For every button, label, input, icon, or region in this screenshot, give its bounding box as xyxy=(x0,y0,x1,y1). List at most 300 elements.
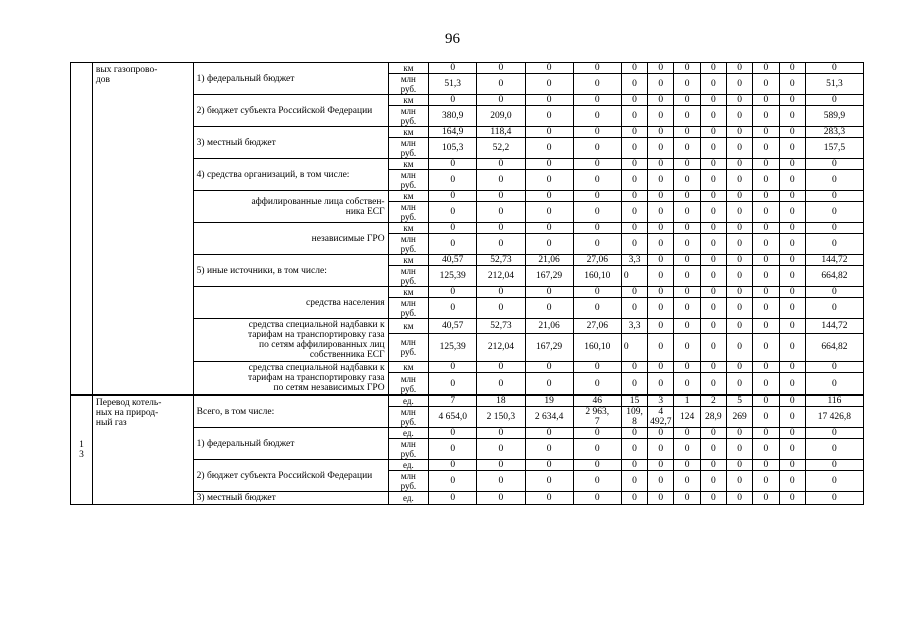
value-cell: 0 xyxy=(621,74,647,95)
value-cell: 0 xyxy=(779,492,805,505)
value-cell: 0 xyxy=(753,234,779,255)
value-cell: 0 xyxy=(525,95,573,106)
value-cell: 0 xyxy=(648,460,674,471)
value-cell: 212,04 xyxy=(477,266,525,287)
value-cell: 0 xyxy=(648,319,674,334)
value-cell: 0 xyxy=(621,471,647,492)
value-cell: 0 xyxy=(727,255,753,266)
value-cell: 0 xyxy=(700,287,726,298)
value-cell: 0 xyxy=(648,63,674,74)
value-cell: 52,73 xyxy=(477,319,525,334)
value-cell: 0 xyxy=(477,234,525,255)
unit-label: ед. xyxy=(388,492,429,505)
value-cell: 0 xyxy=(753,428,779,439)
value-cell: 124 xyxy=(674,407,700,428)
value-cell: 0 xyxy=(648,492,674,505)
unit-label: млн руб. xyxy=(388,74,429,95)
value-cell: 0 xyxy=(779,373,805,395)
value-cell: 27,06 xyxy=(573,255,621,266)
value-cell: 0 xyxy=(753,159,779,170)
value-cell: 0 xyxy=(674,202,700,223)
value-cell: 0 xyxy=(753,255,779,266)
value-cell: 0 xyxy=(779,138,805,159)
value-cell: 0 xyxy=(674,333,700,361)
value-cell: 0 xyxy=(674,234,700,255)
value-cell: 0 xyxy=(621,202,647,223)
value-cell: 0 xyxy=(753,471,779,492)
value-cell: 0 xyxy=(477,191,525,202)
value-cell: 0 xyxy=(805,287,863,298)
value-cell: 0 xyxy=(779,255,805,266)
unit-label: млн руб. xyxy=(388,106,429,127)
value-cell: 0 xyxy=(727,266,753,287)
value-cell: 0 xyxy=(700,127,726,138)
value-cell: 0 xyxy=(674,362,700,373)
value-cell: 0 xyxy=(429,428,477,439)
unit-label: млн руб. xyxy=(388,373,429,395)
unit-label: км xyxy=(388,223,429,234)
value-cell: 0 xyxy=(429,373,477,395)
value-cell: 0 xyxy=(648,95,674,106)
value-cell: 0 xyxy=(727,287,753,298)
value-cell: 0 xyxy=(753,223,779,234)
value-cell: 0 xyxy=(525,362,573,373)
value-cell: 0 xyxy=(477,287,525,298)
value-cell: 0 xyxy=(700,298,726,319)
value-cell: 0 xyxy=(753,373,779,395)
value-cell: 0 xyxy=(621,373,647,395)
value-cell: 0 xyxy=(648,287,674,298)
value-cell: 21,06 xyxy=(525,319,573,334)
source-label: 1) федеральный бюджет xyxy=(193,428,388,460)
value-cell: 0 xyxy=(621,266,647,287)
value-cell: 0 xyxy=(648,298,674,319)
value-cell: 0 xyxy=(621,191,647,202)
value-cell: 0 xyxy=(477,373,525,395)
value-cell: 0 xyxy=(700,333,726,361)
value-cell: 167,29 xyxy=(525,333,573,361)
value-cell: 0 xyxy=(753,407,779,428)
value-cell: 0 xyxy=(700,362,726,373)
value-cell: 2 963, 7 xyxy=(573,407,621,428)
value-cell: 0 xyxy=(648,106,674,127)
value-cell: 0 xyxy=(779,333,805,361)
value-cell: 0 xyxy=(477,492,525,505)
value-cell: 2 150,3 xyxy=(477,407,525,428)
value-cell: 0 xyxy=(727,298,753,319)
value-cell: 0 xyxy=(700,319,726,334)
value-cell: 0 xyxy=(727,223,753,234)
value-cell: 0 xyxy=(477,428,525,439)
value-cell: 283,3 xyxy=(805,127,863,138)
unit-label: млн руб. xyxy=(388,407,429,428)
value-cell: 0 xyxy=(753,127,779,138)
value-cell: 0 xyxy=(573,287,621,298)
value-cell: 0 xyxy=(648,74,674,95)
value-cell: 0 xyxy=(779,439,805,460)
unit-label: км xyxy=(388,159,429,170)
value-cell: 0 xyxy=(477,159,525,170)
value-cell: 0 xyxy=(700,138,726,159)
value-cell: 0 xyxy=(727,492,753,505)
value-cell: 0 xyxy=(700,439,726,460)
value-cell: 0 xyxy=(429,63,477,74)
value-cell: 380,9 xyxy=(429,106,477,127)
value-cell: 0 xyxy=(621,460,647,471)
value-cell: 0 xyxy=(429,202,477,223)
value-cell: 0 xyxy=(621,138,647,159)
value-cell: 0 xyxy=(779,74,805,95)
value-cell: 589,9 xyxy=(805,106,863,127)
value-cell: 0 xyxy=(573,106,621,127)
value-cell: 0 xyxy=(621,170,647,191)
value-cell: 15 xyxy=(621,395,647,407)
value-cell: 0 xyxy=(700,106,726,127)
unit-label: млн руб. xyxy=(388,298,429,319)
source-label: 5) иные источники, в том числе: xyxy=(193,255,388,287)
value-cell: 40,57 xyxy=(429,319,477,334)
value-cell: 0 xyxy=(477,223,525,234)
prev-section-number xyxy=(71,63,93,396)
value-cell: 0 xyxy=(700,95,726,106)
value-cell: 0 xyxy=(674,428,700,439)
value-cell: 0 xyxy=(648,234,674,255)
value-cell: 0 xyxy=(727,333,753,361)
value-cell: 5 xyxy=(727,395,753,407)
source-label: средства населения xyxy=(193,287,388,319)
value-cell: 0 xyxy=(805,362,863,373)
unit-label: млн руб. xyxy=(388,234,429,255)
section-13-name: Перевод котель- ных на природ- ный газ xyxy=(92,395,193,505)
value-cell: 0 xyxy=(648,471,674,492)
value-cell: 0 xyxy=(429,362,477,373)
value-cell: 0 xyxy=(753,362,779,373)
value-cell: 0 xyxy=(477,471,525,492)
value-cell: 0 xyxy=(573,191,621,202)
unit-label: км xyxy=(388,255,429,266)
value-cell: 0 xyxy=(573,234,621,255)
value-cell: 0 xyxy=(477,74,525,95)
value-cell: 0 xyxy=(525,373,573,395)
value-cell: 0 xyxy=(753,492,779,505)
unit-label: ед. xyxy=(388,428,429,439)
value-cell: 0 xyxy=(753,106,779,127)
value-cell: 0 xyxy=(429,234,477,255)
value-cell: 0 xyxy=(779,395,805,407)
value-cell: 0 xyxy=(753,460,779,471)
unit-label: км xyxy=(388,319,429,334)
value-cell: 0 xyxy=(779,95,805,106)
value-cell: 0 xyxy=(674,460,700,471)
value-cell: 0 xyxy=(648,159,674,170)
table-row xyxy=(71,63,864,74)
value-cell: 0 xyxy=(700,234,726,255)
value-cell: 209,0 xyxy=(477,106,525,127)
value-cell: 0 xyxy=(805,428,863,439)
value-cell: 0 xyxy=(621,106,647,127)
value-cell: 0 xyxy=(674,138,700,159)
value-cell: 167,29 xyxy=(525,266,573,287)
value-cell: 212,04 xyxy=(477,333,525,361)
value-cell: 4 492,7 xyxy=(648,407,674,428)
value-cell: 0 xyxy=(621,362,647,373)
value-cell: 0 xyxy=(621,333,647,361)
value-cell: 0 xyxy=(429,191,477,202)
value-cell: 0 xyxy=(805,298,863,319)
value-cell: 0 xyxy=(573,74,621,95)
value-cell: 144,72 xyxy=(805,255,863,266)
value-cell: 4 654,0 xyxy=(429,407,477,428)
value-cell: 0 xyxy=(727,106,753,127)
unit-label: км xyxy=(388,287,429,298)
value-cell: 18 xyxy=(477,395,525,407)
value-cell: 0 xyxy=(674,287,700,298)
value-cell: 0 xyxy=(753,439,779,460)
value-cell: 0 xyxy=(573,439,621,460)
value-cell: 0 xyxy=(648,333,674,361)
value-cell: 51,3 xyxy=(805,74,863,95)
value-cell: 0 xyxy=(805,439,863,460)
value-cell: 0 xyxy=(753,266,779,287)
value-cell: 0 xyxy=(727,428,753,439)
value-cell: 0 xyxy=(727,439,753,460)
value-cell: 0 xyxy=(674,159,700,170)
value-cell: 0 xyxy=(525,202,573,223)
value-cell: 0 xyxy=(573,95,621,106)
value-cell: 0 xyxy=(648,202,674,223)
value-cell: 0 xyxy=(753,202,779,223)
value-cell: 0 xyxy=(525,460,573,471)
value-cell: 0 xyxy=(805,471,863,492)
value-cell: 0 xyxy=(727,202,753,223)
value-cell: 0 xyxy=(700,266,726,287)
value-cell: 0 xyxy=(525,439,573,460)
value-cell: 0 xyxy=(700,428,726,439)
value-cell: 0 xyxy=(477,95,525,106)
value-cell: 0 xyxy=(525,74,573,95)
value-cell: 0 xyxy=(674,191,700,202)
value-cell: 0 xyxy=(573,492,621,505)
value-cell: 28,9 xyxy=(700,407,726,428)
prev-section-name: вых газопрово- дов xyxy=(92,63,193,396)
value-cell: 0 xyxy=(477,170,525,191)
value-cell: 0 xyxy=(805,63,863,74)
section-13-number: 1 3 xyxy=(71,395,93,505)
value-cell: 0 xyxy=(573,428,621,439)
value-cell: 51,3 xyxy=(429,74,477,95)
value-cell: 0 xyxy=(674,63,700,74)
value-cell: 0 xyxy=(805,492,863,505)
value-cell: 0 xyxy=(477,202,525,223)
unit-label: км xyxy=(388,127,429,138)
value-cell: 0 xyxy=(700,460,726,471)
source-label: средства специальной надбавки к тарифам на транспортировку газа по сетям аффилированных лиц собственника ЕСГ xyxy=(193,319,388,362)
value-cell: 0 xyxy=(648,255,674,266)
value-cell: 0 xyxy=(700,202,726,223)
value-cell: 0 xyxy=(805,202,863,223)
value-cell: 0 xyxy=(753,95,779,106)
value-cell: 160,10 xyxy=(573,266,621,287)
value-cell: 0 xyxy=(753,191,779,202)
value-cell: 0 xyxy=(621,298,647,319)
value-cell: 0 xyxy=(805,373,863,395)
value-cell: 0 xyxy=(648,127,674,138)
value-cell: 0 xyxy=(525,191,573,202)
value-cell: 0 xyxy=(525,170,573,191)
value-cell: 116 xyxy=(805,395,863,407)
value-cell: 0 xyxy=(429,298,477,319)
value-cell: 0 xyxy=(674,170,700,191)
value-cell: 0 xyxy=(573,362,621,373)
value-cell: 0 xyxy=(779,127,805,138)
value-cell: 3 xyxy=(648,395,674,407)
value-cell: 0 xyxy=(573,170,621,191)
unit-label: млн руб. xyxy=(388,202,429,223)
unit-label: км xyxy=(388,95,429,106)
value-cell: 0 xyxy=(525,127,573,138)
value-cell: 0 xyxy=(700,492,726,505)
value-cell: 0 xyxy=(674,492,700,505)
value-cell: 0 xyxy=(805,460,863,471)
value-cell: 0 xyxy=(573,298,621,319)
value-cell: 3,3 xyxy=(621,319,647,334)
value-cell: 0 xyxy=(779,106,805,127)
source-label: 2) бюджет субъекта Российской Федерации xyxy=(193,460,388,492)
value-cell: 0 xyxy=(700,191,726,202)
value-cell: 0 xyxy=(674,95,700,106)
value-cell: 125,39 xyxy=(429,266,477,287)
value-cell: 0 xyxy=(779,63,805,74)
value-cell: 0 xyxy=(779,319,805,334)
value-cell: 0 xyxy=(648,138,674,159)
value-cell: 0 xyxy=(621,127,647,138)
value-cell: 0 xyxy=(429,223,477,234)
value-cell: 19 xyxy=(525,395,573,407)
value-cell: 0 xyxy=(525,106,573,127)
value-cell: 0 xyxy=(727,74,753,95)
value-cell: 2 634,4 xyxy=(525,407,573,428)
source-label: 3) местный бюджет xyxy=(193,492,388,505)
value-cell: 0 xyxy=(700,255,726,266)
unit-label: млн руб. xyxy=(388,138,429,159)
value-cell: 0 xyxy=(525,428,573,439)
value-cell: 0 xyxy=(525,298,573,319)
value-cell: 0 xyxy=(621,234,647,255)
value-cell: 0 xyxy=(525,138,573,159)
value-cell: 0 xyxy=(779,362,805,373)
value-cell: 157,5 xyxy=(805,138,863,159)
value-cell: 0 xyxy=(674,127,700,138)
source-label: аффилированные лица собствен- ника ЕСГ xyxy=(193,191,388,223)
unit-label: км xyxy=(388,63,429,74)
value-cell: 0 xyxy=(525,223,573,234)
value-cell: 0 xyxy=(429,471,477,492)
value-cell: 0 xyxy=(621,428,647,439)
value-cell: 0 xyxy=(674,373,700,395)
value-cell: 0 xyxy=(674,298,700,319)
value-cell: 0 xyxy=(477,298,525,319)
value-cell: 0 xyxy=(573,138,621,159)
table-row xyxy=(71,395,864,407)
value-cell: 0 xyxy=(753,63,779,74)
value-cell: 0 xyxy=(727,170,753,191)
value-cell: 0 xyxy=(805,95,863,106)
value-cell: 0 xyxy=(648,373,674,395)
value-cell: 0 xyxy=(674,266,700,287)
value-cell: 0 xyxy=(573,460,621,471)
value-cell: 0 xyxy=(621,159,647,170)
value-cell: 0 xyxy=(674,255,700,266)
value-cell: 0 xyxy=(779,287,805,298)
value-cell: 0 xyxy=(727,191,753,202)
value-cell: 0 xyxy=(621,63,647,74)
value-cell: 0 xyxy=(805,170,863,191)
value-cell: 0 xyxy=(648,170,674,191)
value-cell: 0 xyxy=(727,319,753,334)
unit-label: млн руб. xyxy=(388,170,429,191)
value-cell: 0 xyxy=(753,74,779,95)
value-cell: 0 xyxy=(477,439,525,460)
value-cell: 0 xyxy=(525,471,573,492)
value-cell: 0 xyxy=(727,362,753,373)
value-cell: 109, 8 xyxy=(621,407,647,428)
value-cell: 0 xyxy=(525,234,573,255)
value-cell: 0 xyxy=(674,223,700,234)
source-label: 4) средства организаций, в том числе: xyxy=(193,159,388,191)
value-cell: 0 xyxy=(779,191,805,202)
value-cell: 0 xyxy=(779,234,805,255)
value-cell: 118,4 xyxy=(477,127,525,138)
value-cell: 0 xyxy=(429,492,477,505)
value-cell: 0 xyxy=(805,234,863,255)
value-cell: 0 xyxy=(674,106,700,127)
investment-table xyxy=(70,62,864,505)
value-cell: 0 xyxy=(573,373,621,395)
value-cell: 0 xyxy=(700,223,726,234)
value-cell: 0 xyxy=(477,362,525,373)
value-cell: 2 xyxy=(700,395,726,407)
value-cell: 0 xyxy=(648,266,674,287)
value-cell: 0 xyxy=(573,127,621,138)
source-label: Всего, в том числе: xyxy=(193,395,388,428)
value-cell: 0 xyxy=(700,159,726,170)
unit-label: км xyxy=(388,362,429,373)
value-cell: 0 xyxy=(779,159,805,170)
value-cell: 0 xyxy=(727,373,753,395)
value-cell: 52,73 xyxy=(477,255,525,266)
value-cell: 0 xyxy=(700,63,726,74)
value-cell: 0 xyxy=(477,460,525,471)
value-cell: 7 xyxy=(429,395,477,407)
value-cell: 0 xyxy=(648,439,674,460)
value-cell: 17 426,8 xyxy=(805,407,863,428)
value-cell: 164,9 xyxy=(429,127,477,138)
value-cell: 0 xyxy=(674,439,700,460)
value-cell: 1 xyxy=(674,395,700,407)
source-label: 2) бюджет субъекта Российской Федерации xyxy=(193,95,388,127)
value-cell: 144,72 xyxy=(805,319,863,334)
value-cell: 0 xyxy=(753,287,779,298)
value-cell: 0 xyxy=(674,74,700,95)
value-cell: 0 xyxy=(648,223,674,234)
value-cell: 0 xyxy=(429,287,477,298)
value-cell: 0 xyxy=(727,127,753,138)
value-cell: 0 xyxy=(727,138,753,159)
value-cell: 0 xyxy=(573,63,621,74)
value-cell: 269 xyxy=(727,407,753,428)
page-number: 96 xyxy=(445,31,460,47)
value-cell: 0 xyxy=(753,319,779,334)
